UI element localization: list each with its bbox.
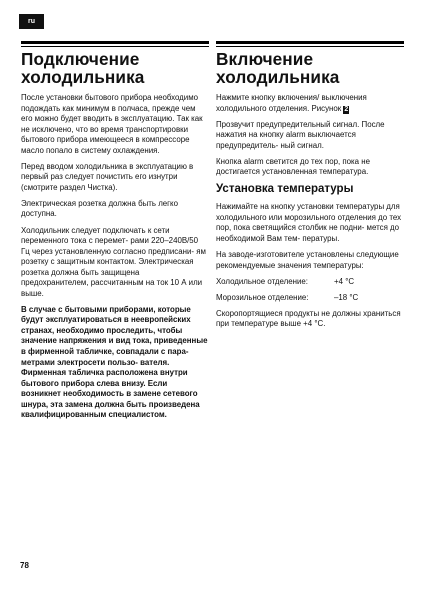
paragraph: Электрическая розетка должна быть легко доступна. bbox=[21, 198, 178, 219]
temperature-value: –18 °C bbox=[334, 292, 359, 302]
temperature-value: +4 °C bbox=[334, 276, 355, 286]
page-number: 78 bbox=[20, 561, 29, 570]
language-tag: ru bbox=[19, 14, 44, 29]
paragraph: Прозвучит предупредительный сигнал. После нажатия на кнопку alarm выключается предупредитель- ный сигнал. bbox=[216, 119, 385, 150]
temperature-row-fridge bbox=[216, 277, 404, 288]
section-title-connection: Подключение холодильника bbox=[21, 49, 145, 87]
paragraph: На заводе-изготовителе установлены следующие рекомендуемые значения температуры: bbox=[216, 250, 399, 270]
paragraph: Перед вводом холодильника в эксплуатацию в первый раз следует почистить его изнутри (смотрите раздел Чистка). bbox=[21, 161, 194, 192]
temperature-label: Морозильное отделение: bbox=[216, 292, 309, 302]
left-column bbox=[21, 41, 209, 426]
figure-reference: 2 bbox=[344, 105, 349, 113]
paragraph: Скоропортящиеся продукты не должны храниться при температуре выше +4 °C. bbox=[216, 308, 401, 329]
title-rule bbox=[21, 41, 209, 44]
paragraph-text: Нажмите кнопку включения/ выключения холодильного отделения. Рисунок bbox=[216, 93, 367, 113]
title-rule-thin bbox=[21, 46, 209, 47]
paragraph: Кнопка alarm светится до тех пор, пока не достигается установленная температура. bbox=[216, 156, 370, 177]
warning-paragraph: В случае с бытовыми приборами, которые будут эксплуатироваться в неевропейских странах, необходимо проследить, чтобы значение напряжения и вид тока, приведенные в фирменной табличке, совпадали с пара- метрами электросети пользо- вателя. Фирменная табличка расположена внутри бытового прибора слева внизу. Если возникнет необходимость в замене сетевого шнура, эта замена должна быть произведена квалифицированным специалистом. bbox=[21, 304, 208, 420]
paragraph: После установки бытового прибора необходимо подождать как минимум в полчаса, прежде чем его можно будет вводить в эксплуатацию. Так как не исключено, что во время транспортировки бытового прибора имеющееся в компрессоре масло попало в систему охлаждения. bbox=[21, 93, 203, 155]
paragraph: Нажимайте на кнопку установки температуры для холодильного или морозильного отделения до тех пор, пока светящийся столбик не подни- мется до необходимой Вам тем- пературы. bbox=[216, 202, 402, 243]
subsection-title-temperature: Установка температуры bbox=[216, 183, 354, 196]
section-title-switch-on: Включение холодильника bbox=[216, 49, 340, 87]
paragraph bbox=[216, 93, 404, 114]
temperature-row-freezer bbox=[216, 293, 404, 304]
paragraph: Холодильник следует подключать к сети переменного тока с перемет- рами 220–240В/50 Гц через установленную согласно предписани- ям розетку с защитным контактом. Электрическая розетка должна быть защищена предохранителем, рассчитанным на ток 10 А или выше. bbox=[21, 225, 206, 298]
right-column bbox=[216, 41, 404, 335]
title-rule-thin bbox=[216, 46, 404, 47]
title-rule bbox=[216, 41, 404, 44]
temperature-label: Холодильное отделение: bbox=[216, 276, 308, 286]
